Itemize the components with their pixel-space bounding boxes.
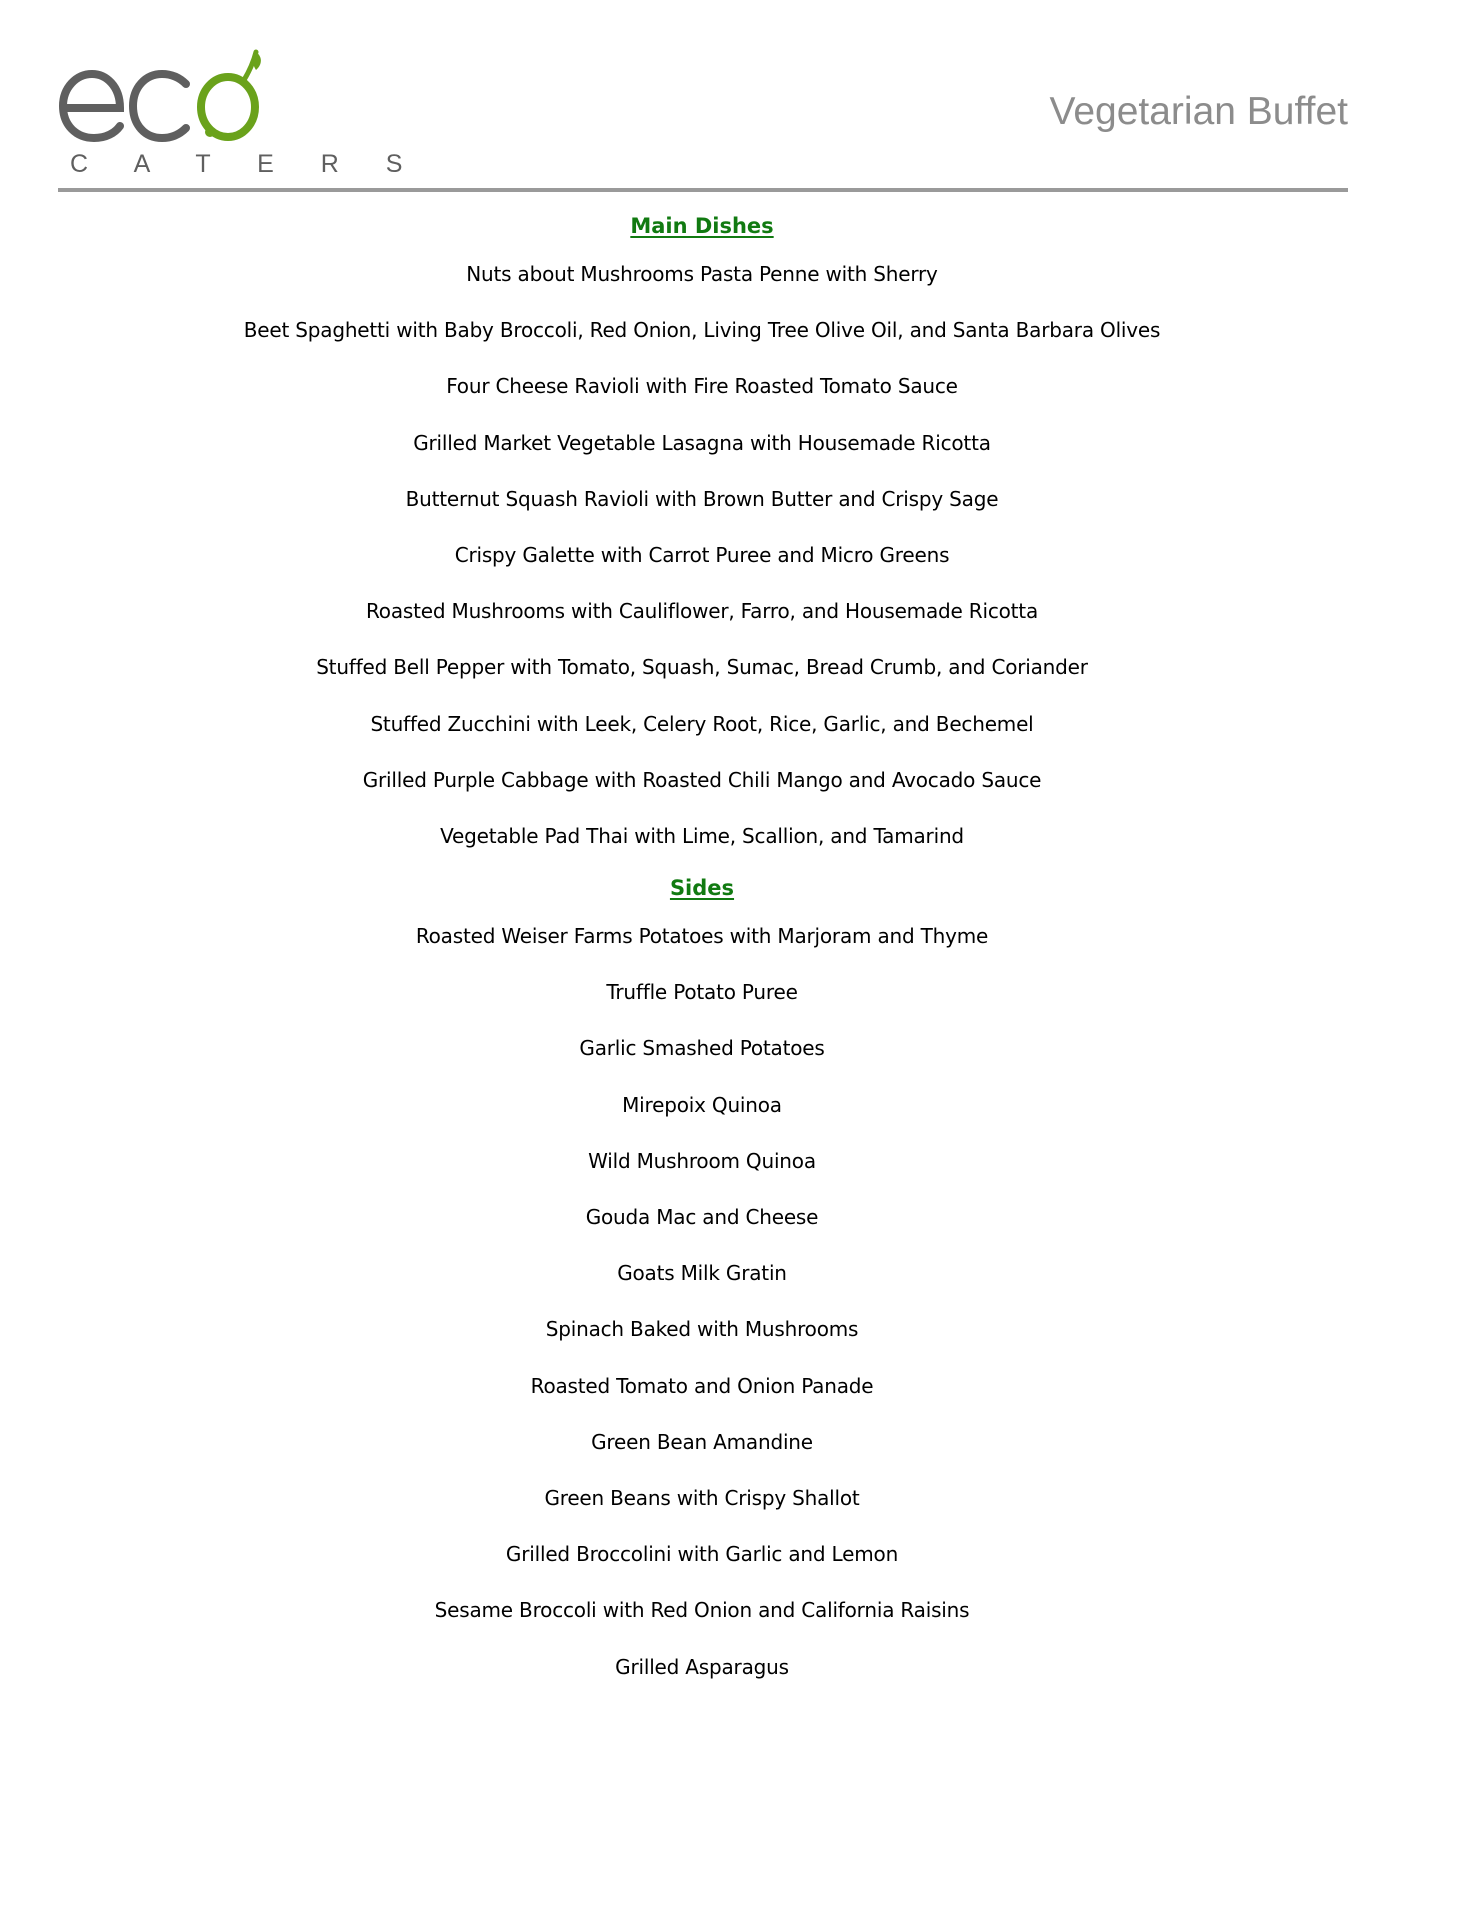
list-item: Gouda Mac and Cheese [585,1205,819,1229]
list-item: Stuffed Bell Pepper with Tomato, Squash, Sumac, Bread Crumb, and Coriander [316,655,1088,680]
list-item: Sesame Broccoli with Red Onion and California Raisins [434,1598,970,1623]
list-item: Roasted Tomato and Onion Panade [530,1373,874,1398]
list-item: Crispy Galette with Carrot Puree and Micro Greens [454,542,950,567]
main-dishes-list [0,246,1404,864]
list-item: Stuffed Zucchini with Leek, Celery Root, Rice, Garlic, and Bechemel [370,711,1034,736]
list-item: Garlic Smashed Potatoes [579,1036,825,1061]
list-item: Grilled Broccolini with Garlic and Lemon [505,1542,899,1567]
eco-caters-logo [58,50,423,180]
section-title-sides: Sides [669,876,735,901]
sides-list [0,908,1404,1695]
list-item: Beet Spaghetti with Baby Broccoli, Red Onion, Living Tree Olive Oil, and Santa Barbara Olives [243,318,1161,343]
list-item: Four Cheese Ravioli with Fire Roasted Tomato Sauce [446,374,958,399]
list-item: Grilled Asparagus [615,1654,789,1679]
list-item: Truffle Potato Puree [606,980,798,1005]
page-title: Vegetarian Buffet [1049,90,1348,133]
menu-content [0,206,1404,1695]
page-header [58,50,1348,190]
section-title-main-dishes: Main Dishes [630,214,774,238]
list-item: Nuts about Mushrooms Pasta Penne with Sherry [466,262,938,286]
list-item: Wild Mushroom Quinoa [588,1148,816,1173]
list-item: Mirepoix Quinoa [622,1092,782,1117]
list-item: Grilled Purple Cabbage with Roasted Chili Mango and Avocado Sauce [362,767,1042,792]
list-item: Roasted Weiser Farms Potatoes with Marjoram and Thyme [415,924,989,949]
list-item: Butternut Squash Ravioli with Brown Butter and Crispy Sage [405,486,999,511]
list-item: Roasted Mushrooms with Cauliflower, Farro, and Housemade Ricotta [366,599,1038,624]
list-item: Green Beans with Crispy Shallot [544,1485,860,1510]
list-item: Grilled Market Vegetable Lasagna with Housemade Ricotta [413,430,991,455]
list-item: Spinach Baked with Mushrooms [545,1317,859,1342]
list-item: Vegetable Pad Thai with Lime, Scallion, and Tamarind [440,823,964,848]
header-divider [58,188,1348,192]
logo-subword: C A T E R S [70,150,423,178]
list-item: Green Bean Amandine [591,1429,813,1454]
list-item: Goats Milk Gratin [617,1261,787,1286]
